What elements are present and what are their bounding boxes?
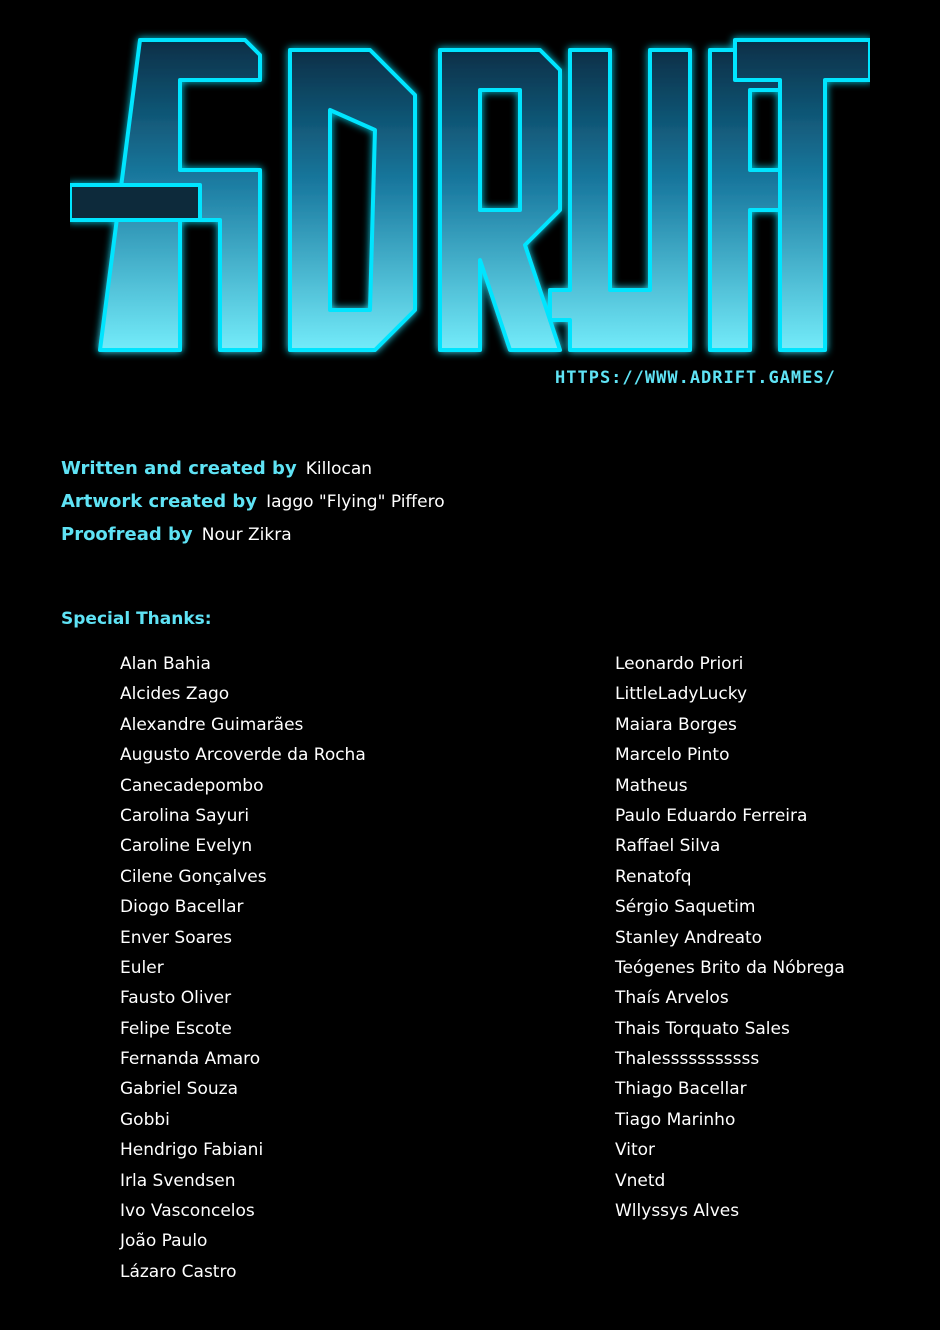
thanks-name: Wllyssys Alves [615,1201,740,1222]
special-thanks-heading: Special Thanks: [61,609,212,629]
thanks-name: Ivo Vasconcelos [120,1201,255,1222]
thanks-name: Euler [120,957,164,978]
credit-name: Killocan [305,459,373,479]
thanks-name: Thalesssssssssss [615,1049,760,1070]
thanks-name: Thaís Arvelos [615,988,729,1009]
thanks-name: Thiago Bacellar [615,1079,747,1100]
special-thanks-right-column [615,651,925,1228]
thanks-name: Irla Svendsen [120,1170,236,1191]
thanks-name: Caroline Evelyn [120,836,253,857]
thanks-name: Tiago Marinho [615,1109,736,1130]
thanks-name: Paulo Eduardo Ferreira [615,805,808,826]
thanks-name: LittleLadyLucky [615,684,748,705]
thanks-name: Marcelo Pinto [615,745,730,766]
thanks-name: Canecadepombo [120,775,264,796]
thanks-name: Fernanda Amaro [120,1049,261,1070]
thanks-name: Alcides Zago [120,684,230,705]
credit-proofreader [61,522,881,555]
thanks-name: Matheus [615,775,688,796]
credit-name: Iaggo "Flying" Piffero [266,492,445,512]
thanks-name: Alexandre Guimarães [120,714,304,735]
thanks-name: Diogo Bacellar [120,897,244,918]
thanks-name: Maiara Borges [615,714,737,735]
credit-role: Proofread by [61,524,193,545]
logo-letter-i [550,50,690,350]
logo-letter-r [440,50,560,350]
thanks-name: Enver Soares [120,927,232,948]
thanks-name: Vitor [615,1140,656,1161]
thanks-name: Cilene Gonçalves [120,866,267,887]
website-url[interactable]: HTTPS://WWW.ADRIFT.GAMES/ [555,368,836,388]
thanks-name: Thais Torquato Sales [615,1018,790,1039]
thanks-name: Felipe Escote [120,1018,232,1039]
credit-role: Artwork created by [61,491,258,512]
credits-section [61,456,881,555]
thanks-name: Augusto Arcoverde da Rocha [120,745,366,766]
thanks-name: Raffael Silva [615,836,721,857]
thanks-name: Alan Bahia [120,654,211,674]
credit-artist [61,489,881,522]
credit-name: Nour Zikra [201,525,292,545]
thanks-name: Gabriel Souza [120,1079,238,1100]
thanks-name: Carolina Sayuri [120,805,250,826]
adrift-logo-graphic [70,20,870,370]
logo-letter-d [290,50,415,350]
thanks-name: Sérgio Saquetim [615,897,756,918]
thanks-name: Vnetd [615,1170,666,1191]
special-thanks-left-column [120,651,560,1289]
thanks-name: Lázaro Castro [120,1261,237,1282]
thanks-name: Fausto Oliver [120,988,232,1009]
thanks-name: Gobbi [120,1109,170,1130]
thanks-name: João Paulo [120,1231,208,1252]
thanks-name: Stanley Andreato [615,927,763,948]
credit-writer [61,456,881,489]
game-logo [70,20,870,370]
thanks-name: Renatofq [615,866,692,887]
thanks-name: Teógenes Brito da Nóbrega [615,957,845,978]
thanks-name: Hendrigo Fabiani [120,1140,264,1161]
credit-role: Written and created by [61,458,297,479]
thanks-name: Leonardo Priori [615,654,744,674]
